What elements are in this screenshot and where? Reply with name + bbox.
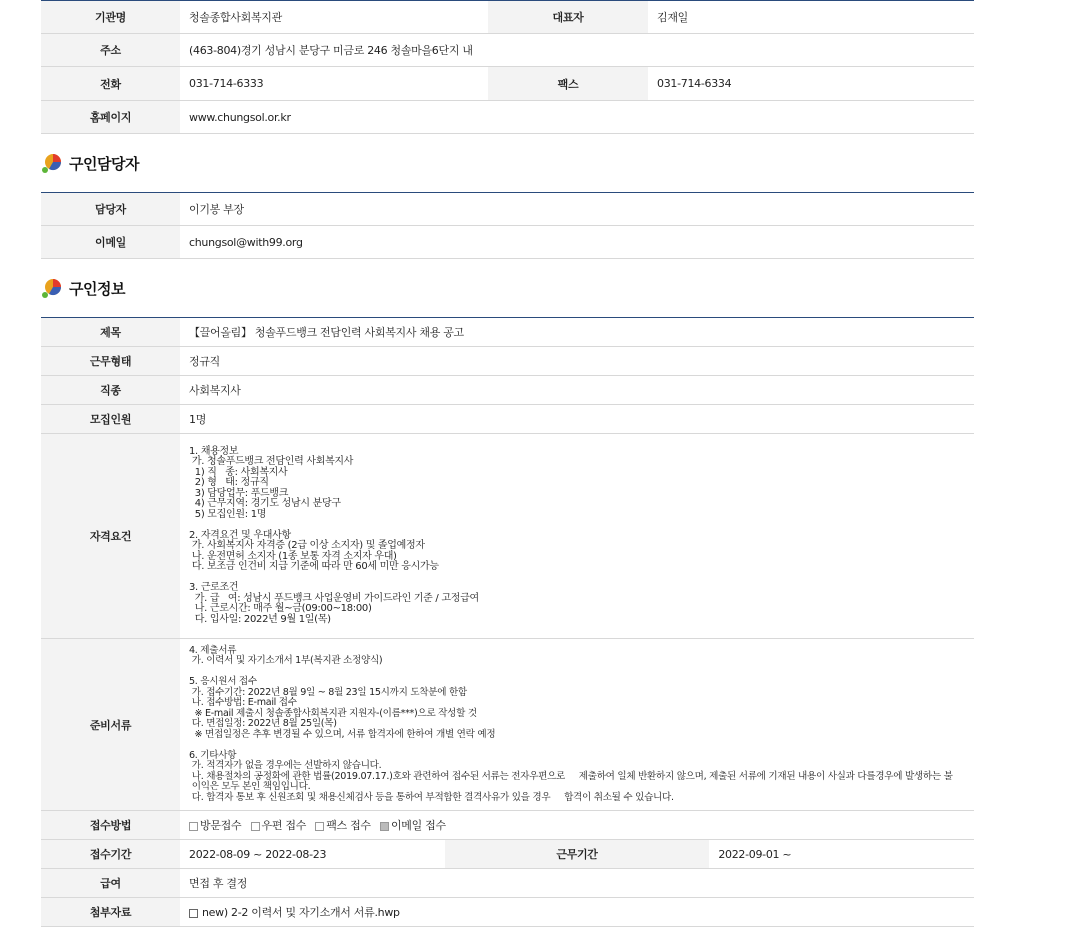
job-method-label: 접수방법: [41, 811, 180, 840]
org-name-value: 청솔종합사회복지관: [180, 1, 488, 34]
org-name-row: [41, 1, 974, 34]
contact-person-value: 이기봉 부장: [180, 193, 974, 226]
job-docs-text: 4. 제출서류 가. 이력서 및 자기소개서 1부(복지관 소정양식) 5. 응시원서 접수 가. 접수기간: 2022년 8월 9일 ~ 8월 23일 15시까지 도착분에 한함 나. 접수방법: E-mail 접수 ※ E-mail 제출시 청솔종합사회복지관 지원자-(이름***)으로 작성할 것 다. 면접일정: 2022년 8월 25일(목) ※ 면접일정은 추후 변경될 수 있으며, 서류 합격자에 한하여 개별 연락 예정 6. 기타사항 가. 적격자가 없을 경우에는 선발하지 않습니다. 나. 채용절차의 공정화에 관한 법률(2019.07.17.)호와 관련하여 접수된 서류는 전자우편으로 제출하여 일체 반환하지 않으며, 제출된 서류에 기재된 내용이 사실과 다를경우에 발생하는 불 이익은 모두 본인 책임입니다. 다. 합격자 통보 후 신원조회 및 채용신체검사 등을 통하여 부적합한 결격사유가 있을 경우 합격이 취소될 수 있습니다.: [180, 639, 974, 811]
contact-section-heading: [41, 134, 974, 192]
job-docs-row: [41, 639, 974, 811]
job-workperiod-label: 근무기간: [445, 840, 710, 869]
job-req-text: 1. 채용정보 가. 청솔푸드뱅크 전담인력 사회복지사 1) 직 종: 사회복지사 2) 형 태: 정규직 3) 담당업무: 푸드뱅크 4) 근무지역: 경기도 성남시 분당구 5) 모집인원: 1명 2. 자격요건 및 우대사항 가. 사회복지사 자격증 (2급 이상 소지자) 및 졸업예정자 나. 운전면허 소지자 (1종 보통 자격 소지자 우대) 다. 보조금 인건비 지급 기준에 따라 만 60세 미만 응시가능 3. 근로조건 가. 급 여: 성남시 푸드뱅크 사업운영비 가이드라인 기준 / 고정급여 나. 근로시간: 매주 월~금(09:00~18:00) 다. 입사일: 2022년 9월 1일(목): [180, 434, 974, 639]
content-area: [41, 0, 974, 927]
job-attach-value: [180, 898, 974, 927]
job-table: [41, 317, 974, 927]
contact-person-label: 담당자: [41, 193, 180, 226]
job-method-row: [41, 811, 974, 840]
job-section-title: 구인정보: [69, 279, 125, 298]
job-worktype-row: [41, 347, 974, 376]
job-kind-row: [41, 376, 974, 405]
job-count-row: [41, 405, 974, 434]
job-worktype-label: 근무형태: [41, 347, 180, 376]
section-bullet-icon: [41, 277, 63, 299]
org-home-row: [41, 101, 974, 134]
job-workperiod-value: 2022-09-01 ~: [709, 840, 974, 869]
org-addr-row: [41, 34, 974, 67]
job-subject-value: 【끌어올림】 청솔푸드뱅크 전담인력 사회복지사 채용 공고: [180, 318, 974, 347]
job-docs-label: 준비서류: [41, 639, 180, 811]
job-pay-row: [41, 869, 974, 898]
org-rep-label: 대표자: [488, 1, 648, 34]
org-tel-row: [41, 67, 974, 101]
org-fax-label: 팩스: [488, 67, 648, 101]
org-rep-value: 김재일: [648, 1, 974, 34]
method-checkbox-visit[interactable]: [189, 822, 198, 831]
method-label-mail: 우편 접수: [261, 819, 307, 832]
org-tel-label: 전화: [41, 67, 180, 101]
method-label-email: 이메일 접수: [390, 819, 446, 832]
method-checkbox-email[interactable]: [380, 822, 389, 831]
job-worktype-value: 정규직: [180, 347, 974, 376]
job-attach-row: [41, 898, 974, 927]
job-count-label: 모집인원: [41, 405, 180, 434]
org-fax-value: 031-714-6334: [648, 67, 974, 101]
method-label-fax: 팩스 접수: [326, 819, 371, 832]
contact-email-label: 이메일: [41, 226, 180, 259]
contact-person-row: [41, 193, 974, 226]
org-addr-value: (463-804)경기 성남시 분당구 미금로 246 청솔마을6단지 내: [180, 34, 974, 67]
org-addr-label: 주소: [41, 34, 180, 67]
job-count-value: 1명: [180, 405, 974, 434]
method-label-visit: 방문접수: [200, 819, 242, 832]
job-kind-label: 직종: [41, 376, 180, 405]
job-kind-value: 사회복지사: [180, 376, 974, 405]
contact-email-value[interactable]: chungsol@with99.org: [180, 226, 974, 259]
contact-section-title: 구인담당자: [69, 154, 139, 173]
job-subject-row: [41, 318, 974, 347]
job-req-label: 자격요건: [41, 434, 180, 639]
org-name-label: 기관명: [41, 1, 180, 34]
job-attach-label: 첨부자료: [41, 898, 180, 927]
job-method-value: [180, 811, 974, 840]
section-bullet-icon: [41, 152, 63, 174]
attachment-link[interactable]: new) 2-2 이력서 및 자기소개서 서류.hwp: [202, 906, 400, 919]
file-icon: [189, 909, 198, 918]
method-checkbox-mail[interactable]: [251, 822, 260, 831]
org-home-label: 홈페이지: [41, 101, 180, 134]
job-req-row: [41, 434, 974, 639]
job-period-value: 2022-08-09 ~ 2022-08-23: [180, 840, 445, 869]
job-subject-label: 제목: [41, 318, 180, 347]
method-checkbox-fax[interactable]: [315, 822, 324, 831]
contact-email-row: [41, 226, 974, 259]
org-tel-value: 031-714-6333: [180, 67, 488, 101]
job-period-label: 접수기간: [41, 840, 180, 869]
org-info-table: [41, 0, 974, 134]
contact-table: [41, 192, 974, 259]
org-home-value[interactable]: www.chungsol.or.kr: [180, 101, 974, 134]
job-section-heading: [41, 259, 974, 317]
job-pay-value: 면접 후 결정: [180, 869, 974, 898]
job-period-row: [41, 840, 974, 869]
job-pay-label: 급여: [41, 869, 180, 898]
